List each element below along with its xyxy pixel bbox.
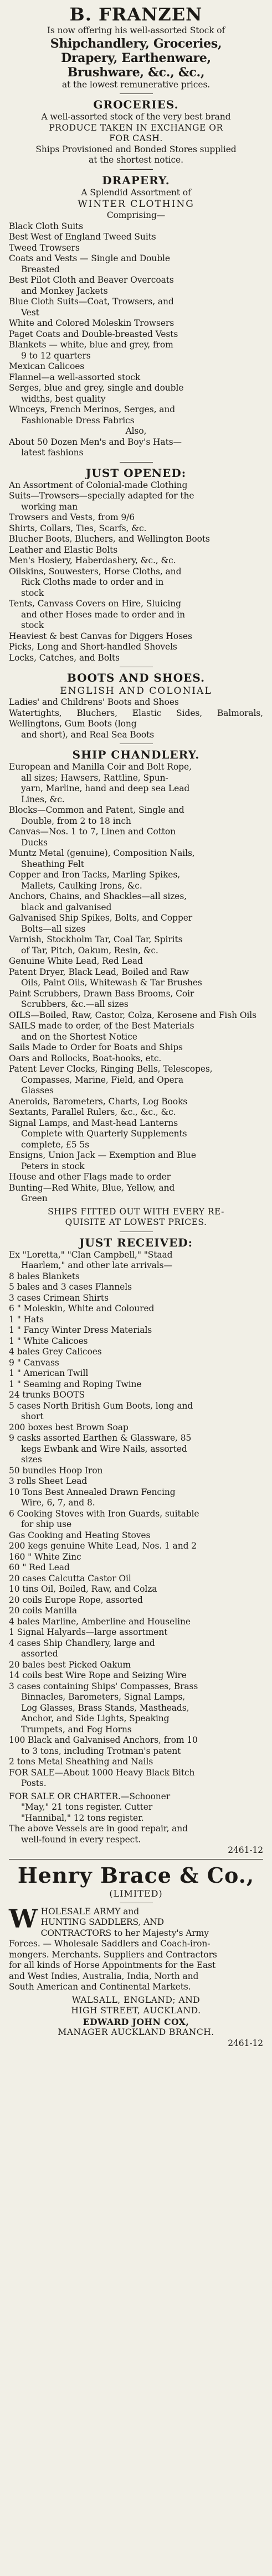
charter-line: FOR SALE OR CHARTER.—Schooner (9, 1791, 171, 1801)
list-item: About 50 Dozen Men's and Boy's Hats— (9, 437, 182, 447)
closing-line: well-found in every respect. (21, 1834, 141, 1845)
section-line: Comprising— (106, 210, 166, 220)
list-item: Winceys, French Merinos, Serges, and (9, 404, 176, 414)
list-item: Heaviest & best Canvas for Diggers Hoses (9, 631, 192, 641)
list-item: 1 " American Twill (9, 1368, 89, 1378)
list-item: Trumpets, and Fog Horns (21, 1724, 132, 1734)
list-item: Men's Hosiery, Haberdashery, &c., &c. (9, 555, 176, 565)
list-item: yarn, Marline, hand and deep sea Lead (21, 783, 190, 793)
list-item: 10 tins Oil, Boiled, Raw, and Colza (9, 1584, 157, 1594)
list-item: Paget Coats and Double-breasted Vests (9, 329, 178, 339)
list-item: 5 bales and 3 cases Flannels (9, 1282, 132, 1292)
footer-line: HIGH STREET, AUCKLAND. (71, 2006, 201, 2016)
ships-fitted-line: QUISITE AT LOWEST PRICES. (65, 1217, 207, 1227)
list-item: 1 " Hats (9, 1314, 44, 1325)
list-item: 1 " Fancy Winter Dress Materials (9, 1325, 152, 1335)
list-item: Sextants, Parallel Rulers, &c., &c., &c. (9, 1107, 176, 1117)
list-item: 9 " Canvass (9, 1357, 59, 1368)
list-item: Leather and Elastic Bolts (9, 544, 118, 555)
list-item: Breasted (21, 264, 60, 274)
list-item: Tents, Canvass Covers on Hire, Sluicing (9, 599, 181, 609)
list-item: Rick Cloths made to order and in (21, 577, 164, 587)
list-item: SAILS made to order, of the Best Materials (9, 1021, 194, 1031)
section-heading-just-opened: JUST OPENED: (85, 466, 187, 480)
ad-body (9, 1903, 263, 1993)
list-item: working man (21, 501, 78, 512)
list-item: 1 " Seaming and Roping Twine (9, 1379, 142, 1389)
body-line: HOLESALE ARMY and (40, 1906, 140, 1917)
list-item: White and Colored Moleskin Trowsers (9, 318, 175, 328)
franzen-advertisement (9, 3, 263, 1856)
list-item: all sizes; Hawsers, Rattline, Spun- (21, 772, 168, 783)
charter-line: "May," 21 tons register. Cutter (21, 1802, 153, 1812)
list-item: 4 cases Ship Chandlery, large and (9, 1638, 155, 1648)
list-item: Sheathing Felt (21, 859, 84, 869)
list-item: assorted (21, 1649, 58, 1659)
list-item: 20 coils Europe Rope, assorted (9, 1595, 143, 1605)
henry-brace-advertisement (9, 1863, 263, 2049)
list-item: 4 bales Grey Calicoes (9, 1347, 102, 1357)
list-item: and short), and Real Sea Boots (21, 729, 155, 740)
list-item: Oils, Paint Oils, Whitewash & Tar Brushes (21, 978, 202, 988)
list-item: short (21, 1411, 44, 1421)
list-item: Anchor, and Side Lights, Speaking (21, 1713, 170, 1723)
list-item: 3 cases Crimean Shirts (9, 1292, 109, 1303)
list-item: 4 bales Marline, Amberline and Houseline (9, 1616, 191, 1627)
section-heading-boots: BOOTS AND SHOES. (66, 671, 206, 684)
list-item: Paint Scrubbers, Drawn Bass Brooms, Coir (9, 988, 194, 999)
section-line: A well-assorted stock of the very best brand (41, 112, 231, 122)
list-item: 3 rolls Sheet Lead (9, 1476, 88, 1486)
list-item: Canvas—Nos. 1 to 7, Linen and Cotton (9, 827, 176, 837)
list-item: Serges, blue and grey, single and double (9, 383, 184, 393)
list-item: 1 Signal Halyards—large assortment (9, 1627, 168, 1637)
list-item: Black Cloth Suits (9, 221, 83, 231)
list-item: stock (21, 620, 44, 630)
list-item: Sails Made to Order for Boats and Ships (9, 1042, 183, 1052)
divider (120, 169, 153, 170)
list-item: and other Hoses made to order and in (21, 609, 186, 620)
list-item: European and Manilla Coir and Bolt Rope, (9, 762, 192, 772)
ad-reference: 2461-12 (228, 1845, 263, 1855)
list-item: FOR SALE—About 1000 Heavy Black Bitch (9, 1767, 195, 1778)
list-item: for ship use (21, 1519, 72, 1529)
received-intro: Haarlem," and other late arrivals— (21, 1260, 172, 1270)
section-line: A Splendid Assortment of (81, 187, 191, 198)
list-item: Ensigns, Union Jack — Exemption and Blue (9, 1150, 196, 1160)
list-item: Blucher Boots, Bluchers, and Wellington Boots (9, 534, 210, 544)
list-item: 20 cases Calcutta Castor Oil (9, 1573, 131, 1583)
ad-subtitle: (LIMITED) (109, 1888, 163, 1899)
list-item: An Assortment of Colonial-made Clothing (9, 480, 188, 490)
list-item: Compasses, Marine, Field, and Opera (21, 1074, 184, 1085)
list-item: 5 cases North British Gum Boots, long and (9, 1400, 193, 1411)
list-item: Gas Cooking and Heating Stoves (9, 1530, 151, 1540)
list-item: latest fashions (21, 448, 84, 458)
list-item: Mexican Calicoes (9, 361, 85, 371)
list-item: 50 bundles Hoop Iron (9, 1465, 103, 1476)
list-item: Glasses (21, 1086, 54, 1095)
list-item: Log Glasses, Brass Stands, Mastheads, (21, 1702, 189, 1713)
list-item: Best Pilot Cloth and Beaver Overcoats (9, 275, 174, 285)
received-intro: Ex "Loretta," "Clan Campbell," "Staad (9, 1249, 173, 1260)
list-item: Blankets — white, blue and grey, from (9, 340, 173, 350)
list-item: Peters in stock (21, 1161, 85, 1171)
list-item: Copper and Iron Tacks, Marling Spikes, (9, 870, 181, 880)
list-item: Wire, 6, 7, and 8. (21, 1498, 95, 1508)
ad-title: Henry Brace & Co., (17, 1862, 255, 1888)
list-item: 20 bales best Picked Oakum (9, 1659, 131, 1670)
list-item: Also, (125, 426, 147, 436)
list-item: Green (21, 1193, 48, 1203)
section-line: Ships Provisioned and Bonded Stores supplied (35, 144, 237, 154)
list-item: to 3 tons, including Trotman's patent (21, 1746, 181, 1756)
list-item: 100 Black and Galvanised Anchors, from 10 (9, 1735, 198, 1745)
lead-line: Drapery, Earthenware, (61, 50, 211, 65)
section-line: at the shortest notice. (89, 155, 183, 165)
section-line: FOR CASH. (109, 133, 163, 143)
list-item: Flannel—a well-assorted stock (9, 372, 141, 382)
list-item: Double, from 2 to 18 inch (21, 816, 131, 826)
intro-line: Is now offering his well-assorted Stock of (47, 25, 225, 35)
list-item: Best West of England Tweed Suits (9, 232, 156, 242)
footer-line: WALSALL, ENGLAND; AND (71, 1995, 201, 2005)
list-item: 10 Tons Best Annealed Drawn Fencing (9, 1487, 176, 1497)
list-item: Galvanised Ship Spikes, Bolts, and Copper (9, 913, 193, 923)
section-heading-just-received: JUST RECEIVED: (79, 1235, 193, 1249)
list-item: 160 " White Zinc (9, 1551, 81, 1562)
list-item: Binnacles, Barometers, Signal Lamps, (21, 1692, 186, 1702)
list-item: 9 casks assorted Earthen & Glassware, 85 (9, 1433, 192, 1443)
closing-line: The above Vessels are in good repair, and (9, 1824, 188, 1834)
list-item: and on the Shortest Notice (21, 1031, 137, 1042)
list-item: Mallets, Caulking Irons, &c. (21, 880, 142, 891)
list-item: Varnish, Stockholm Tar, Coal Tar, Spirits (9, 934, 183, 944)
list-item: House and other Flags made to order (9, 1172, 171, 1182)
lead-line: Shipchandlery, Groceries, (50, 36, 222, 51)
list-item: Fashionable Dress Fabrics (21, 415, 135, 425)
list-item: Blocks—Common and Patent, Single and (9, 805, 184, 815)
list-item: Muntz Metal (genuine), Composition Nails, (9, 848, 195, 858)
list-item: 20 coils Manilla (9, 1606, 78, 1616)
drop-cap: W (9, 1903, 38, 1934)
body-line: Forces. — Wholesale Saddlers and Coach-iron- (9, 1939, 211, 1949)
body-line: and West Indies, Australia, India, North and (9, 1971, 199, 1981)
list-item: Complete with Quarterly Supplements (21, 1129, 187, 1139)
list-item: 1 " White Calicoes (9, 1336, 88, 1346)
list-item: Ladies' and Childrens' Boots and Shoes (9, 697, 179, 707)
ad-reference: 2461-12 (228, 2038, 263, 2048)
list-item: Blue Cloth Suits—Coat, Trowsers, and (9, 297, 174, 307)
list-item: sizes (21, 1455, 42, 1464)
list-item: 200 boxes best Brown Soap (9, 1422, 129, 1432)
list-item: Bunting—Red White, Blue, Yellow, and (9, 1182, 175, 1193)
list-item: Vest (21, 307, 39, 318)
list-item: Suits—Trowsers—specially adapted for the (9, 491, 194, 501)
section-heading-ship-chandlery: SHIP CHANDLERY. (72, 748, 200, 761)
list-item: Ducks (21, 837, 48, 848)
body-line: CONTRACTORS to her Majesty's Army (40, 1928, 209, 1938)
section-line: PRODUCE TAKEN IN EXCHANGE OR (49, 122, 223, 133)
body-line: for all kinds of Horse Appointments for the East (9, 1960, 216, 1970)
body-line: mongers. Merchants. Suppliers and Contractors (9, 1949, 217, 1960)
list-item: OILS—Boiled, Raw, Castor, Colza, Kerosene and Fish Oils (9, 1010, 256, 1020)
column-rule (9, 1859, 263, 1860)
lead-line: Brushware, &c., &c., (67, 65, 205, 80)
list-item: kegs Ewbank and Wire Nails, assorted (21, 1443, 187, 1454)
section-subheading: WINTER CLOTHING (78, 199, 194, 210)
ships-fitted-line: SHIPS FITTED OUT WITH EVERY RE- (48, 1206, 224, 1217)
list-item: Lines, &c. (21, 794, 65, 804)
list-item: Oars and Rollocks, Boat-hooks, etc. (9, 1053, 162, 1063)
ad-title: B. FRANZEN (69, 4, 203, 25)
list-item: Anchors, Chains, and Shackles—all sizes, (9, 891, 187, 901)
list-item: Trowsers and Vests, from 9/6 (9, 512, 135, 522)
body-line: HUNTING SADDLERS, AND (40, 1917, 164, 1927)
section-heading-drapery: DRAPERY. (102, 173, 170, 187)
charter-line: "Hannibal," 12 tons register. (21, 1812, 144, 1823)
list-item: 9 to 12 quarters (21, 350, 91, 361)
list-item: 200 kegs genuine White Lead, Nos. 1 and 2 (9, 1541, 197, 1551)
list-item: 3 cases containing Ships' Compasses, Brass (9, 1681, 198, 1691)
list-item: complete, £5 5s (21, 1139, 89, 1150)
list-item: black and galvanised (21, 902, 112, 912)
list-item: Patent Dryer, Black Lead, Boiled and Raw (9, 967, 189, 977)
section-subheading: ENGLISH AND COLONIAL (60, 685, 212, 697)
list-item: Scrubbers, &c.—all sizes (21, 999, 129, 1009)
list-item: Coats and Vests — Single and Double (9, 253, 170, 263)
list-item: Posts. (21, 1778, 47, 1788)
list-item: Tweed Trowsers (9, 242, 80, 253)
list-item: Signal Lamps, and Mast-head Lanterns (9, 1118, 178, 1128)
list-item: Shirts, Collars, Ties, Scarfs, &c. (9, 523, 147, 533)
list-item: and Monkey Jackets (21, 285, 108, 296)
list-item: widths, best quality (21, 393, 106, 404)
list-item: Bolts—all sizes (21, 923, 86, 934)
divider (120, 462, 153, 463)
list-item: of Tar, Pitch, Oakum, Resin, &c. (21, 945, 158, 955)
received-list (9, 1271, 263, 1789)
list-item: Aneroids, Barometers, Charts, Log Books (9, 1096, 188, 1107)
list-item: Locks, Catches, and Bolts (9, 652, 120, 663)
list-item: Patent Lever Clocks, Ringing Bells, Telescopes, (9, 1064, 213, 1074)
list-item: Watertights, Bluchers, Elastic Sides, Balmorals, Wellingtons, Gum Boots (long (9, 708, 263, 729)
list-item: 6 Cooking Stoves with Iron Guards, suitable (9, 1508, 199, 1519)
list-item: 2 tons Metal Sheathing and Nails (9, 1757, 153, 1767)
list-item: 24 trunks BOOTS (9, 1390, 85, 1400)
footer-line: MANAGER AUCKLAND BRANCH. (58, 2027, 214, 2037)
list-item: 14 coils best Wire Rope and Seizing Wire (9, 1670, 187, 1680)
list-item: Genuine White Lead, Red Lead (9, 956, 143, 966)
list-item: Oilskins, Souwesters, Horse Cloths, and (9, 566, 182, 577)
list-item: stock (21, 588, 44, 598)
list-item: 6 " Moleskin, White and Coloured (9, 1303, 155, 1313)
list-item: 8 bales Blankets (9, 1271, 80, 1281)
body-line: South American and Continental Markets. (9, 1982, 191, 1992)
list-item: Picks, Long and Short-handled Shovels (9, 642, 177, 652)
list-item: 60 " Red Lead (9, 1562, 70, 1572)
section-heading-groceries: GROCERIES. (93, 98, 179, 111)
lead-tail: at the lowest remunerative prices. (61, 79, 211, 90)
footer-line: EDWARD JOHN COX, (83, 2016, 189, 2027)
